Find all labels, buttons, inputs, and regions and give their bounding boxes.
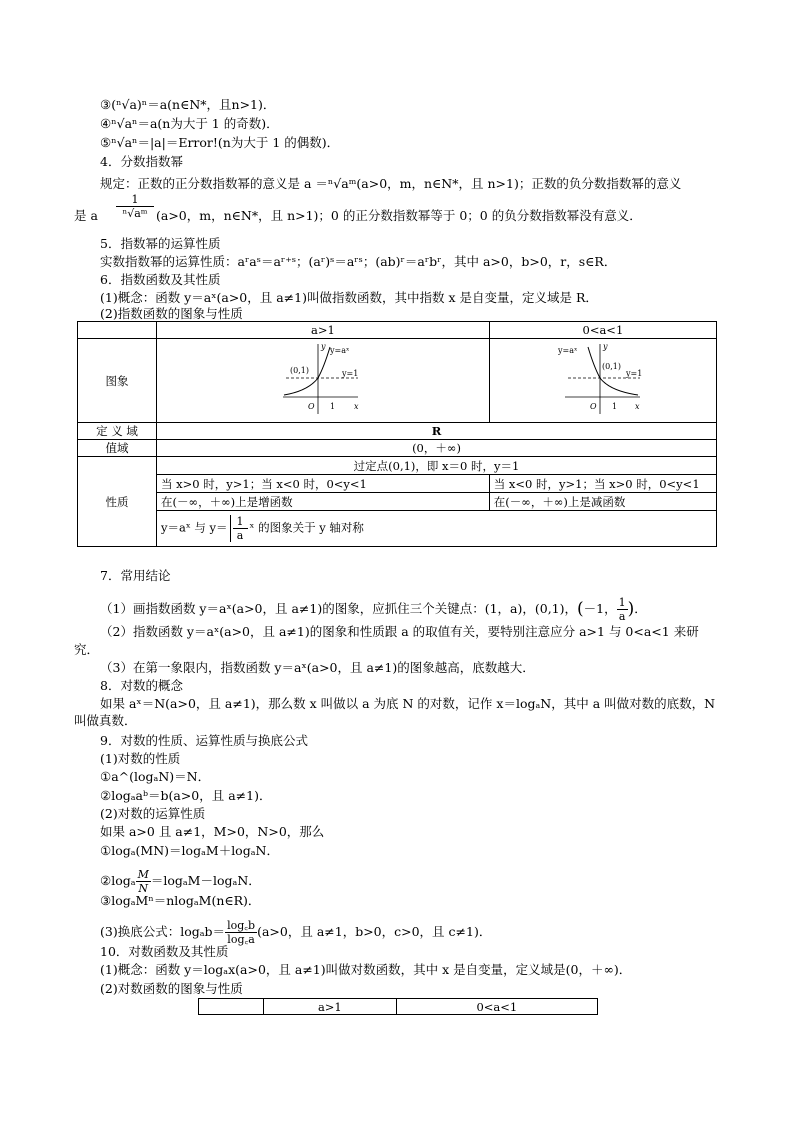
row-domain-label: 定 义 域 [78,423,157,440]
section-7-p3: （3）在第一象限内，指数函数 y＝aˣ(a>0，且 a≠1)的图象越高，底数越大． [100,660,535,675]
section-9-heading: 9．对数的性质、运算性质与换底公式 [100,733,308,748]
section-9-i1: ①a^(logₐN)＝N． [100,769,211,784]
close-paren: ) [627,599,635,619]
y-axis-label: y [320,342,326,351]
exponential-function-table [77,321,717,547]
section-7-p1 [100,596,647,623]
prop-decreasing: 在(－∞，＋∞)上是减函数 [489,493,716,511]
header-a-gt-1: a>1 [264,999,397,1015]
section-9-r2b: ＝logₐM－logₐN． [150,873,261,888]
graph-increasing [157,339,490,423]
section-10-heading: 10．对数函数及其性质 [100,944,229,959]
section-9-r2 [100,868,261,895]
header-a-lt-1: 0<a<1 [396,999,597,1015]
fixed-point-prop: 过定点(0,1)，即 x＝0 时，y＝1 [157,457,717,475]
section-6-p2: (2)指数函数的图象与性质 [100,306,243,321]
fraction-numerator: 1 [618,596,626,609]
section-9-r3: ③logₐMⁿ＝nlogₐM(n∈R)． [100,893,261,908]
section-7-p1a: （1）画指数函数 y＝aˣ(a>0，且 a≠1)的图象，应抓住三个关键点：(1，a)，(0,1)， [100,601,578,616]
section-7-p1b: ． [634,601,647,616]
line-label: y=1 [341,369,359,378]
fraction-denominator: log꜀a [227,933,255,946]
origin-label: O [307,402,315,411]
section-9-p2: (2)对数的运算性质 [100,806,206,821]
prop-increasing: 在(－∞，＋∞)上是增函数 [157,493,490,511]
point-fraction [617,596,628,623]
curve-label: y=aˣ [558,346,578,355]
point-label: (0,1) [289,366,309,375]
fraction-denominator: a [618,610,626,623]
section-9-p3 [100,919,491,946]
tick-one-label: 1 [612,402,618,411]
section-9-p3b: (a>0，且 a≠1，b>0，c>0，且 c≠1)． [257,924,492,939]
symmetry-text-b: ˣ 的图象关于 y 轴对称 [249,520,364,535]
section-4-line2a: 是 a [74,208,98,223]
section-9-p3a: (3)换底公式：logₐb＝ [100,924,226,939]
section-6-p1: (1)概念：函数 y＝aˣ(a>0，且 a≠1)叫做指数函数，其中指数 x 是自变量，定义域是 R． [100,290,598,305]
section-10-p2: (2)对数函数的图象与性质 [100,981,243,996]
y-axis-label: y [603,342,608,351]
row-graph-label: 图象 [78,339,157,423]
increasing-exp-graph [158,339,488,419]
section-4-heading: 4．分数指数幂 [100,154,183,169]
section-9-cond: 如果 a>0 且 a≠1，M>0，N>0，那么 [100,824,325,839]
section-7-heading: 7．常用结论 [100,568,171,583]
fraction-numerator: M [137,868,149,881]
section-4-fraction [116,193,154,220]
section-9-r1: ①logₐ(MN)＝logₐM＋logₐN． [100,843,279,858]
origin-label: O [590,402,597,411]
quotient-fraction [136,868,151,895]
row-props-label: 性质 [78,457,157,547]
fraction-numerator: 1 [233,515,248,529]
table-corner [78,322,157,339]
domain-value: R [157,423,717,440]
change-base-fraction [225,919,257,946]
line-label: y=1 [626,369,643,378]
x-axis-label: x [353,402,359,411]
curve-label: y=aˣ [329,346,350,355]
section-9-i2: ②logₐaᵇ＝b(a>0，且 a≠1)． [100,788,272,803]
graph-decreasing [489,339,716,423]
section-6-heading: 6．指数函数及其性质 [100,272,221,287]
fraction-denominator: N [138,882,148,895]
header-a-gt-1: a>1 [157,322,490,339]
section-8-line2: 叫做真数． [74,713,137,728]
row-range-label: 值域 [78,440,157,457]
x-axis-label: x [635,402,640,411]
root-item-3: ③(ⁿ√a)ⁿ＝a(n∈N*，且n>1)． [100,97,276,112]
section-8-heading: 8．对数的概念 [100,678,183,693]
prop-symmetry [157,511,717,547]
logarithm-function-table [198,998,598,1015]
prop-value-left: 当 x>0 时，y>1；当 x<0 时，0<y<1 [157,475,490,493]
header-a-lt-1: 0<a<1 [489,322,716,339]
root-item-5: ⑤ⁿ√aⁿ＝|a|＝Error!(n为大于 1 的偶数)． [100,135,340,150]
fraction-numerator: 1 [116,193,154,207]
symmetry-fraction [230,515,248,542]
point-label: (0,1) [602,362,622,371]
section-10-p1: (1)概念：函数 y＝logₐx(a>0，且 a≠1)叫做对数函数，其中 x 是自变量，定义域是(0，＋∞)． [100,962,632,977]
symmetry-text-a: y＝aˣ 与 y＝ [161,520,228,535]
section-9-r2a: ②logₐ [100,873,136,888]
section-4-line2b: (a>0，m，n∈N*，且 n>1)；0 的正分数指数幂等于 0；0 的负分数指数幂没有意义． [156,208,642,223]
root-item-4: ④ⁿ√aⁿ＝a(n为大于 1 的奇数)． [100,116,279,131]
decreasing-exp-graph [490,339,715,419]
section-5-heading: 5．指数幂的运算性质 [100,236,221,251]
section-4-line1: 规定：正数的正分数指数幂的意义是 a ＝ⁿ√aᵐ(a>0，m，n∈N*，且 n>1)；正数的负分数指数幂的意义 [100,176,682,191]
section-5-line1: 实数指数幂的运算性质：aʳaˢ＝aʳ⁺ˢ；(aʳ)ˢ＝aʳˢ；(ab)ʳ＝aʳbʳ，其中 a>0，b>0，r，s∈R． [100,254,617,269]
fraction-denominator: ⁿ√aᵐ [122,207,148,220]
section-9-p1: (1)对数的性质 [100,751,181,766]
point-paren-a: －1， [583,601,617,616]
section-7-p2a: （2）指数函数 y＝aˣ(a>0，且 a≠1)的图象和性质跟 a 的取值有关，要特别注意应分 a>1 与 0<a<1 来研 [100,624,699,639]
prop-value-right: 当 x<0 时，y>1；当 x>0 时，0<y<1 [489,475,716,493]
fraction-numerator: log꜀b [227,919,256,932]
section-7-p2b: 究． [74,642,100,657]
tick-one-label: 1 [329,402,335,411]
range-value: (0，＋∞) [157,440,717,457]
section-8-line1: 如果 aˣ＝N(a>0，且 a≠1)，那么数 x 叫做以 a 为底 N 的对数，记作 x＝logₐN，其中 a 叫做对数的底数，N [100,696,716,711]
open-paren: ( [577,599,584,619]
fraction-denominator: a [236,529,244,542]
table-corner [199,999,264,1015]
